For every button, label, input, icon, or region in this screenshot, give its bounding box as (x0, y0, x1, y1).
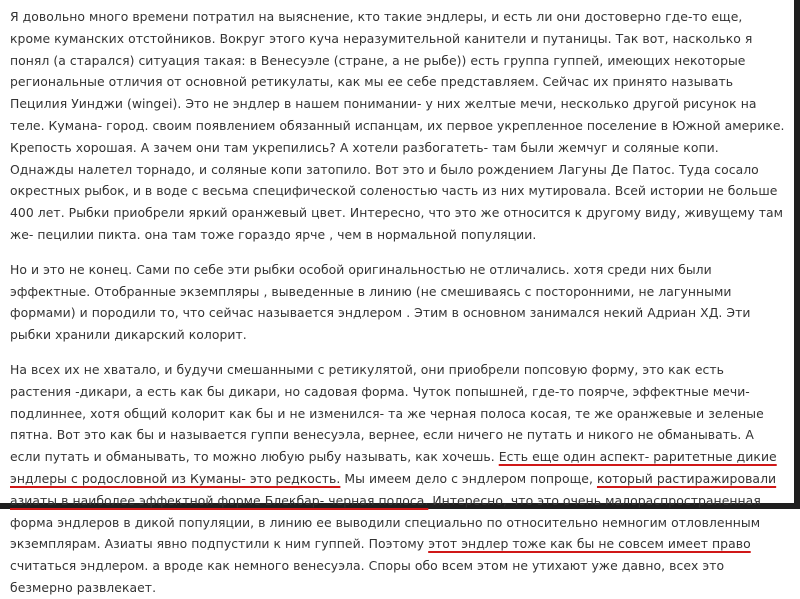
paragraph-3 (10, 359, 786, 599)
paragraph-2 (10, 259, 786, 346)
article-text (10, 6, 786, 599)
paragraph-spacer (10, 246, 786, 259)
red-underlined-text: который растиражировали азиаты в наиболее эффектной форме Блекбар- черная полоса. (10, 470, 777, 508)
text-run: Я довольно много времени потратил на выяснение, кто такие эндлеры, и есть ли они достоверно где-то еще, кроме куманских отстойников. Вокруг этого куча неразумительной канители и путаницы. Так вот, насколько я понял (а старался) ситуация такая: в Венесуэле (стране, а не рыбе)) есть группа гуппей, имеющих некоторые региональные отличия от основной ретикулаты, как мы ее себе представляем. Сейчас их принято называть Пецилия Уинджи (wingei). Это не эндлер в нашем понимании- у них желтые мечи, несколько другой рисунок на теле. Кумана- город. своим появлением обязанный испанцам, их первое укрепленное поселение в Южной америке. Крепость хорошая. А зачем они там укрепились? А хотели разбогатеть- там были жемчуг и соляные копи. Однажды налетел торнадо, и соляные копи затопило. Вот это и было рождением Лагуны Де Патос. Туда сосало окрестных рыбок, и в воде с весьма специфической соленостью часть из них мутировала. Всей истории не больше 400 лет. Рыбки приобрели яркий оранжевый цвет. Интересно, что это же относится к другому виду, живущему там же- пецилии пикта. она там тоже гораздо ярче , чем в нормальной популяции. (10, 9, 785, 242)
paragraph-spacer (10, 346, 786, 359)
text-run: На всех их не хватало, и будучи смешанными с ретикулятой, они приобрели попсовую форму, это как есть растения -дикари, а есть как бы дикари, но садовая форма. Чуток попышней, где-то поярче, эффектные мечи- подлиннее, хотя общий колорит как бы и не изменился- та же черная полоса косая, те же оранжевые и зеленые пятна. Вот это как бы и называется гуппи венесуэла, вернее, если ничего не путать и никого не обманывать. А если путать и обманывать, то можно любую рыбу называть, как хочешь. (10, 361, 764, 465)
red-underlined-text: Есть еще один аспект- раритетные дикие эндлеры с родословной из Куманы- это редкость. (10, 449, 777, 486)
text-run: Интересно, что это очень малораспространенная форма эндлеров в дикой популяции, в линию ее выводили специально по относительно немногим отловленным экземплярам. Азиаты явно подпустили к ним гуппей. Поэтому (10, 492, 761, 552)
paragraph-1 (10, 6, 786, 246)
red-underlined-text: этот эндлер тоже как бы не совсем имеет право (428, 536, 751, 552)
text-run: считаться эндлером. а вроде как немного венесуэла. Споры обо всем этом не утихают уже давно, всех это безмерно развлекает. (10, 558, 725, 595)
text-run: Но и это не конец. Сами по себе эти рыбки особой оригинальностью не отличались. хотя среди них были эффектные. Отобранные экземпляры , выведенные в линию (не смешиваясь с посторонними, не лагунными формами) и породили то, что сейчас называется эндлером . Этим в основном занимался некий Адриан ХД. Эти рыбки хранили дикарский колорит. (10, 261, 751, 343)
text-run: Мы имеем дело с эндлером попроще, (340, 470, 597, 486)
